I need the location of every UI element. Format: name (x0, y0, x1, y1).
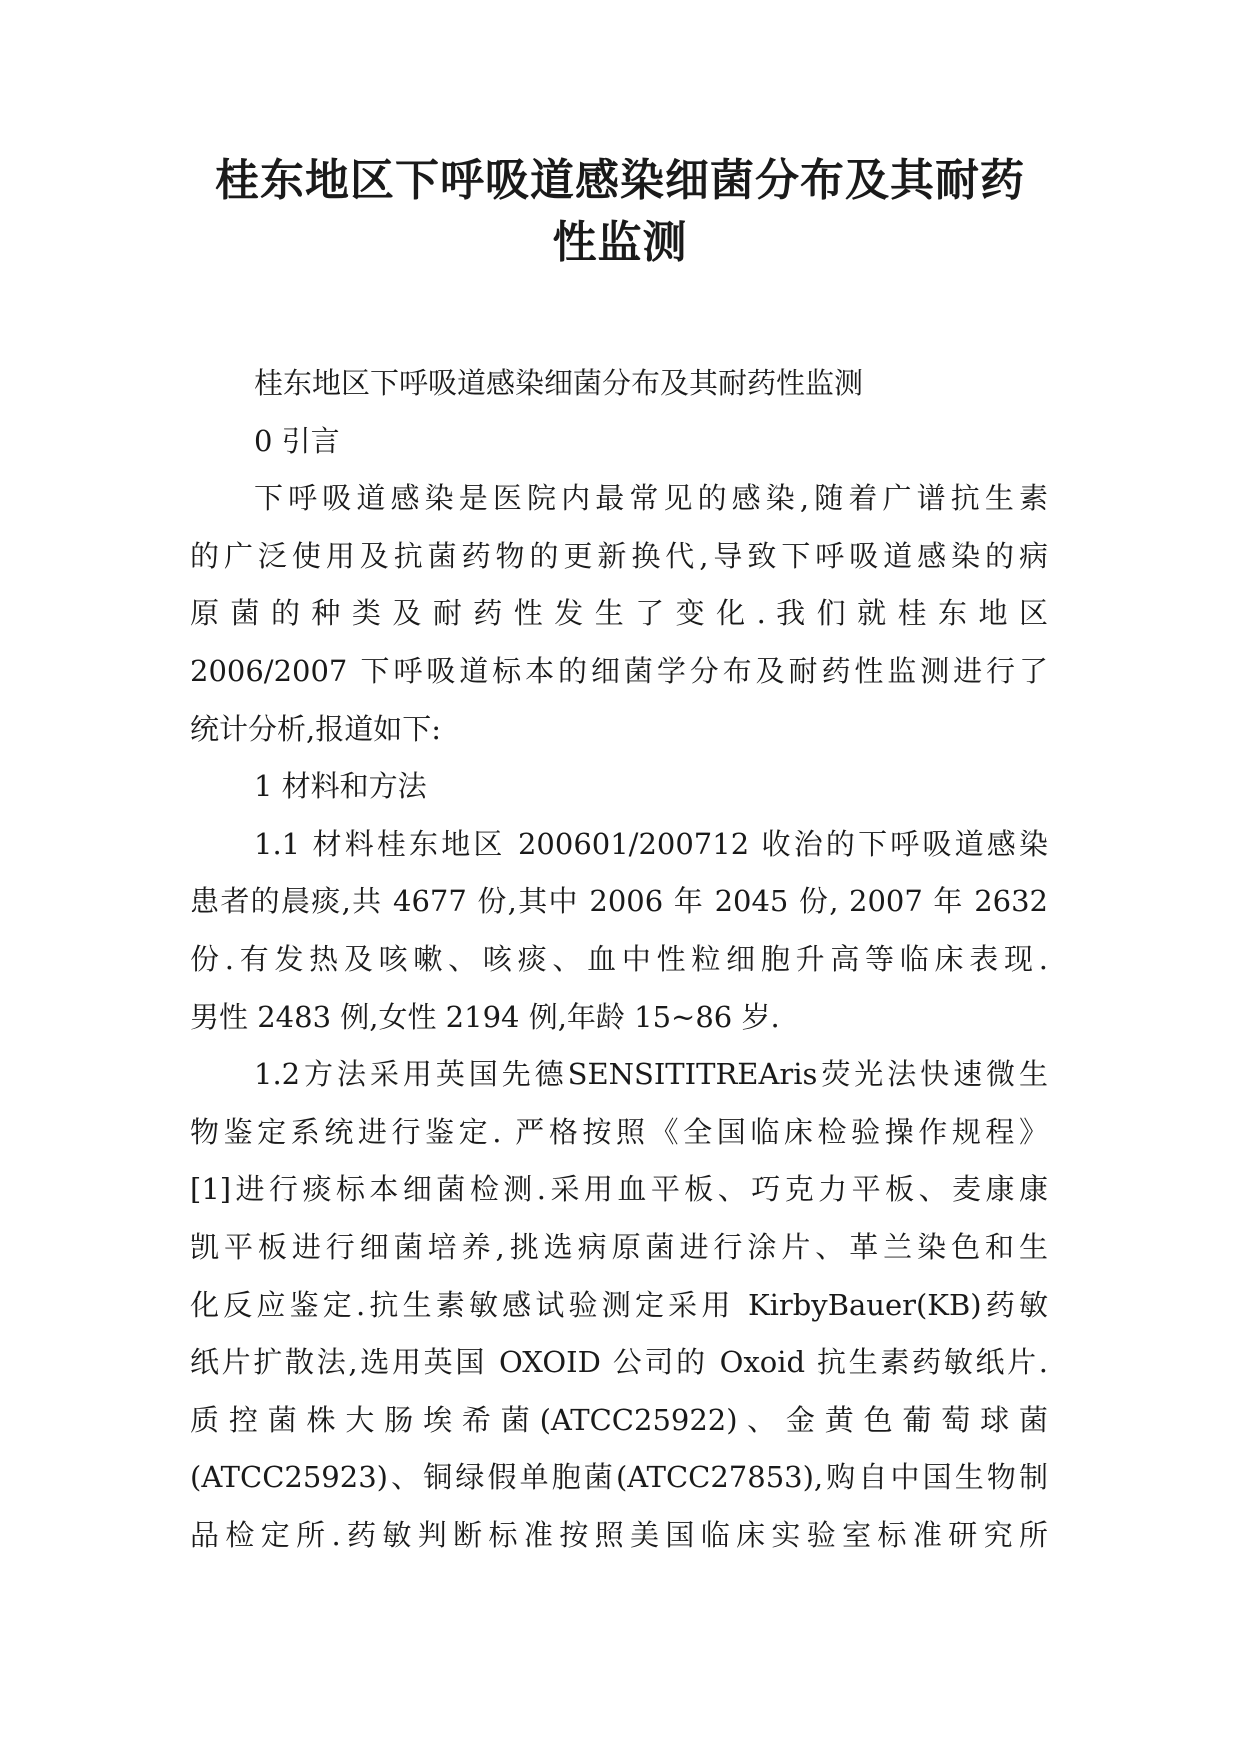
text-line: 化反应鉴定.抗生素敏感试验测定采用 KirbyBauer(KB)药敏 (190, 1287, 1048, 1322)
text-line: 物鉴定系统进行鉴定. 严格按照《全国临床检验操作规程》 (190, 1114, 1048, 1149)
text-line: 1.2方法采用英国先德SENSITITREAris荧光法快速微生 (254, 1057, 1048, 1092)
text-line: 的广泛使用及抗菌药物的更新换代,导致下呼吸道感染的病 (190, 538, 1048, 573)
document-body (190, 355, 1048, 1564)
title-line: 性监测 (552, 217, 688, 268)
text-line: 凯平板进行细菌培养,挑选病原菌进行涂片、革兰染色和生 (190, 1229, 1048, 1264)
text-line: [1]进行痰标本细菌检测.采用血平板、巧克力平板、麦康康 (190, 1172, 1048, 1207)
text-line: 1 材料和方法 (254, 769, 427, 804)
text-line: 纸片扩散法,选用英国 OXOID 公司的 Oxoid 抗生素药敏纸片. (190, 1345, 1048, 1380)
text-line: 原 菌 的 种 类 及 耐 药 性 发 生 了 变 化 . 我 们 就 桂 东 地 区 (190, 596, 1048, 631)
text-line: 份.有发热及咳嗽、咳痰、血中性粒细胞升高等临床表现. (190, 941, 1048, 976)
text-line: 下呼吸道感染是医院内最常见的感染,随着广谱抗生素 (254, 481, 1048, 516)
body-heading-paragraph (190, 355, 1048, 413)
introduction-paragraph (190, 470, 1048, 758)
text-line: 质 控 菌 株 大 肠 埃 希 菌 (ATCC25922) 、 金 黄 色 葡 萄 球 菌 (190, 1402, 1048, 1437)
materials-paragraph (190, 816, 1048, 1046)
text-line: 品检定所.药敏判断标准按照美国临床实验室标准研究所 (190, 1517, 1048, 1552)
methods-paragraph (190, 1046, 1048, 1564)
section-heading-introduction (190, 413, 1048, 471)
text-line: 桂东地区下呼吸道感染细菌分布及其耐药性监测 (254, 366, 864, 400)
text-line: (ATCC25923)、铜绿假单胞菌(ATCC27853),购自中国生物制 (190, 1460, 1048, 1495)
text-line: 统计分析,报道如下: (190, 711, 441, 746)
section-heading-materials-methods (190, 758, 1048, 816)
text-line: 0 引言 (254, 423, 340, 458)
text-line: 2006/2007 下呼吸道标本的细菌学分布及耐药性监测进行了 (190, 653, 1048, 688)
title-line: 桂东地区下呼吸道感染细菌分布及其耐药 (215, 155, 1025, 206)
text-line: 男性 2483 例,女性 2194 例,年龄 15~86 岁. (190, 999, 780, 1034)
text-line: 1.1 材料桂东地区 200601/200712 收治的下呼吸道感染 (254, 826, 1048, 861)
document-title (150, 150, 1090, 274)
text-line: 患者的晨痰,共 4677 份,其中 2006 年 2045 份, 2007 年 2632 (190, 884, 1048, 919)
